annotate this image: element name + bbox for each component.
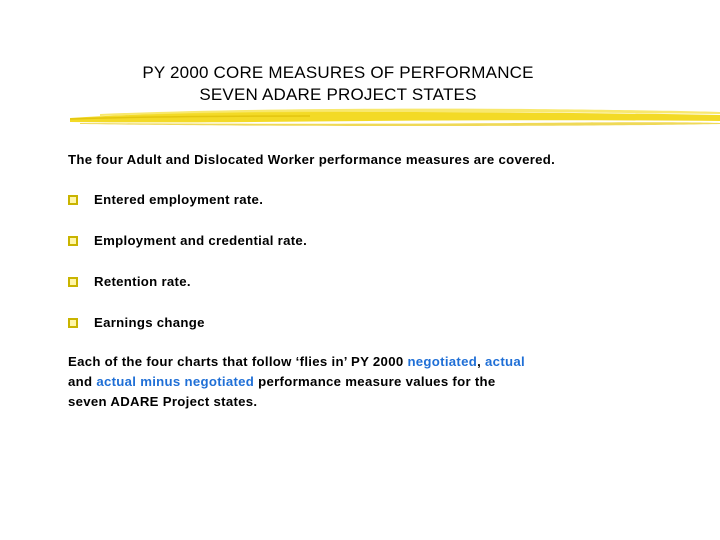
list-item-text: Entered employment rate. <box>94 192 264 207</box>
list-item-text: Employment and credential rate. <box>94 233 308 248</box>
intro-text: The four Adult and Dislocated Worker performance measures are covered. <box>68 152 556 167</box>
square-bullet-icon <box>68 318 78 328</box>
actual-highlight: actual <box>485 354 525 369</box>
square-bullet-icon <box>68 195 78 205</box>
title-line-1: PY 2000 CORE MEASURES OF PERFORMANCE <box>142 63 534 82</box>
closing-line-1 <box>68 352 668 372</box>
square-bullet-icon <box>68 277 78 287</box>
closing-paragraph <box>68 352 668 412</box>
list-item-text: Earnings change <box>94 315 205 330</box>
closing-line-3: seven ADARE Project states. <box>68 394 258 409</box>
actual-minus-negotiated-highlight: actual minus negotiated <box>96 374 255 389</box>
list-item-text: Retention rate. <box>94 274 191 289</box>
slide-title <box>0 62 676 106</box>
highlighter-stroke <box>70 104 720 130</box>
closing-comma: , <box>477 354 486 369</box>
negotiated-highlight: negotiated <box>407 354 478 369</box>
closing-text-2: and <box>68 374 97 389</box>
title-line-2: SEVEN ADARE PROJECT STATES <box>199 85 477 104</box>
highlighter-stroke-fringe-bottom <box>80 122 720 126</box>
closing-text-1: Each of the four charts that follow ‘flies in’ PY 2000 <box>68 354 408 369</box>
closing-text-3: performance measure values for the <box>254 374 496 389</box>
closing-line-2 <box>68 372 668 392</box>
square-bullet-icon <box>68 236 78 246</box>
